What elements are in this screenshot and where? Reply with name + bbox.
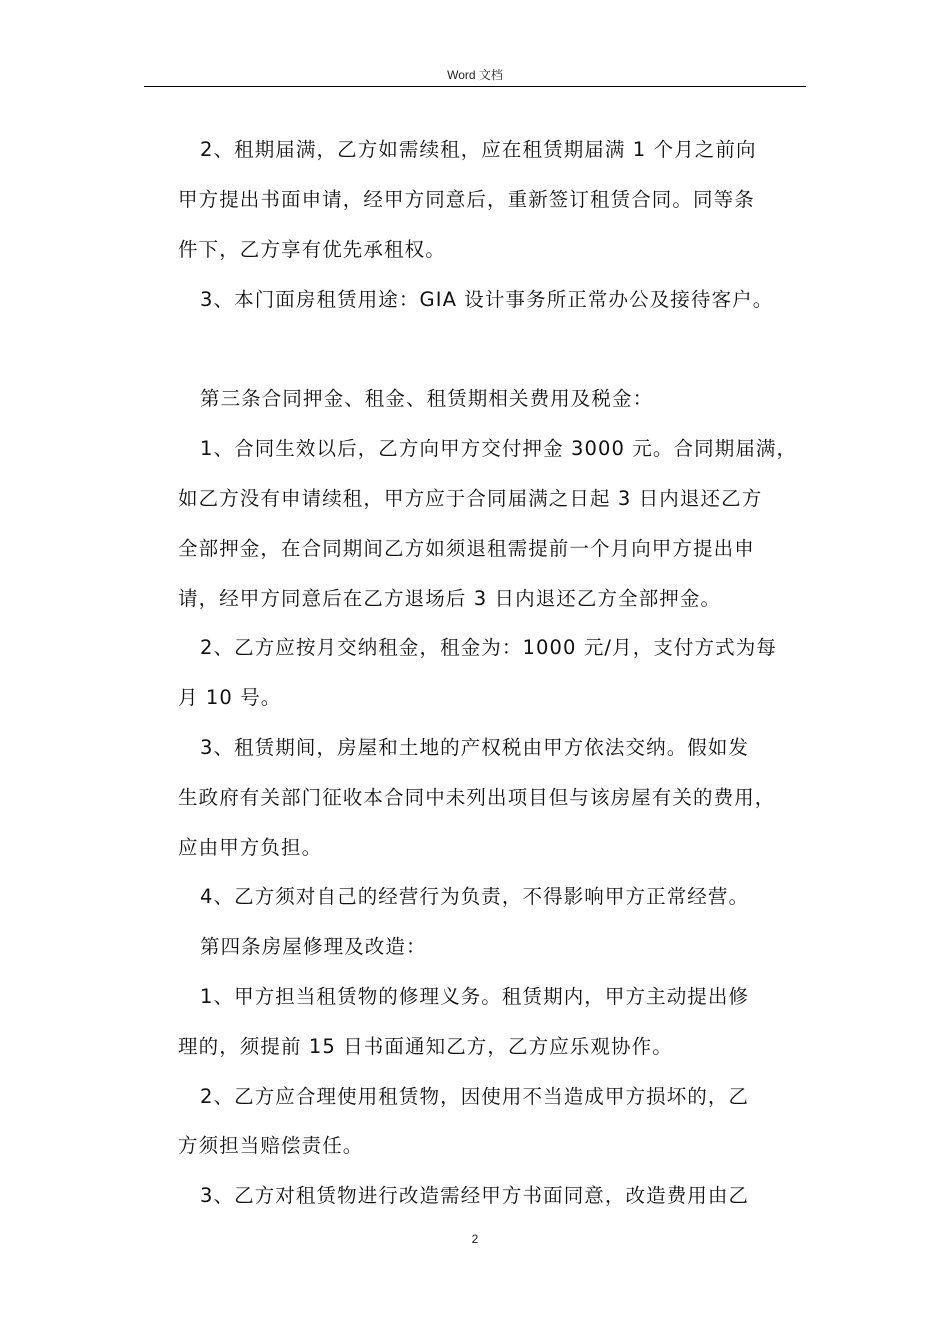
text-line: 如乙方没有申请续租，甲方应于合同届满之日起 3 日内退还乙方: [178, 487, 763, 510]
text-line: 2、乙方应按月交纳租金，租金为：1000 元/月，支付方式为每: [200, 636, 777, 659]
text-line: 3、租赁期间，房屋和土地的产权税由甲方依法交纳。假如发: [200, 736, 750, 759]
text-line: 理的，须提前 15 日书面通知乙方，乙方应乐观协作。: [178, 1035, 673, 1058]
text-line: 1、甲方担当租赁物的修理义务。租赁期内，甲方主动提出修: [200, 985, 750, 1008]
text-line: 方须担当赔偿责任。: [178, 1134, 364, 1157]
header-divider: [144, 86, 806, 87]
text-line: 全部押金，在合同期间乙方如须退租需提前一个月向甲方提出申: [178, 537, 755, 560]
section-heading: 第三条合同押金、租金、租赁期相关费用及税金：: [200, 387, 654, 410]
document-header-title: Word 文档: [447, 68, 503, 82]
text-line: 月 10 号。: [178, 686, 282, 709]
text-line: 件下，乙方享有优先承租权。: [178, 238, 446, 261]
text-line: 2、租期届满，乙方如需续租，应在租赁期届满 1 个月之前向: [200, 138, 757, 161]
text-line: 生政府有关部门征收本合同中未列出项目但与该房屋有关的费用，: [178, 786, 776, 809]
text-line: 3、乙方对租赁物进行改造需经甲方书面同意，改造费用由乙: [200, 1184, 750, 1207]
text-line: 4、乙方须对自己的经营行为负责，不得影响甲方正常经营。: [200, 885, 750, 908]
text-line: 2、乙方应合理使用租赁物，因使用不当造成甲方损坏的，乙: [200, 1085, 750, 1108]
text-line: 应由甲方负担。: [178, 836, 323, 859]
text-line: 甲方提出书面申请，经甲方同意后，重新签订租赁合同。同等条: [178, 188, 755, 211]
text-line: 1、合同生效以后，乙方向甲方交付押金 3000 元。合同期届满，: [200, 437, 798, 460]
section-heading: 第四条房屋修理及改造：: [200, 935, 427, 958]
text-line: 3、本门面房租赁用途：GIA 设计事务所正常办公及接待客户。: [200, 288, 774, 311]
text-line: 请，经甲方同意后在乙方退场后 3 日内退还乙方全部押金。: [178, 587, 722, 610]
page-number: 2: [471, 1232, 479, 1246]
